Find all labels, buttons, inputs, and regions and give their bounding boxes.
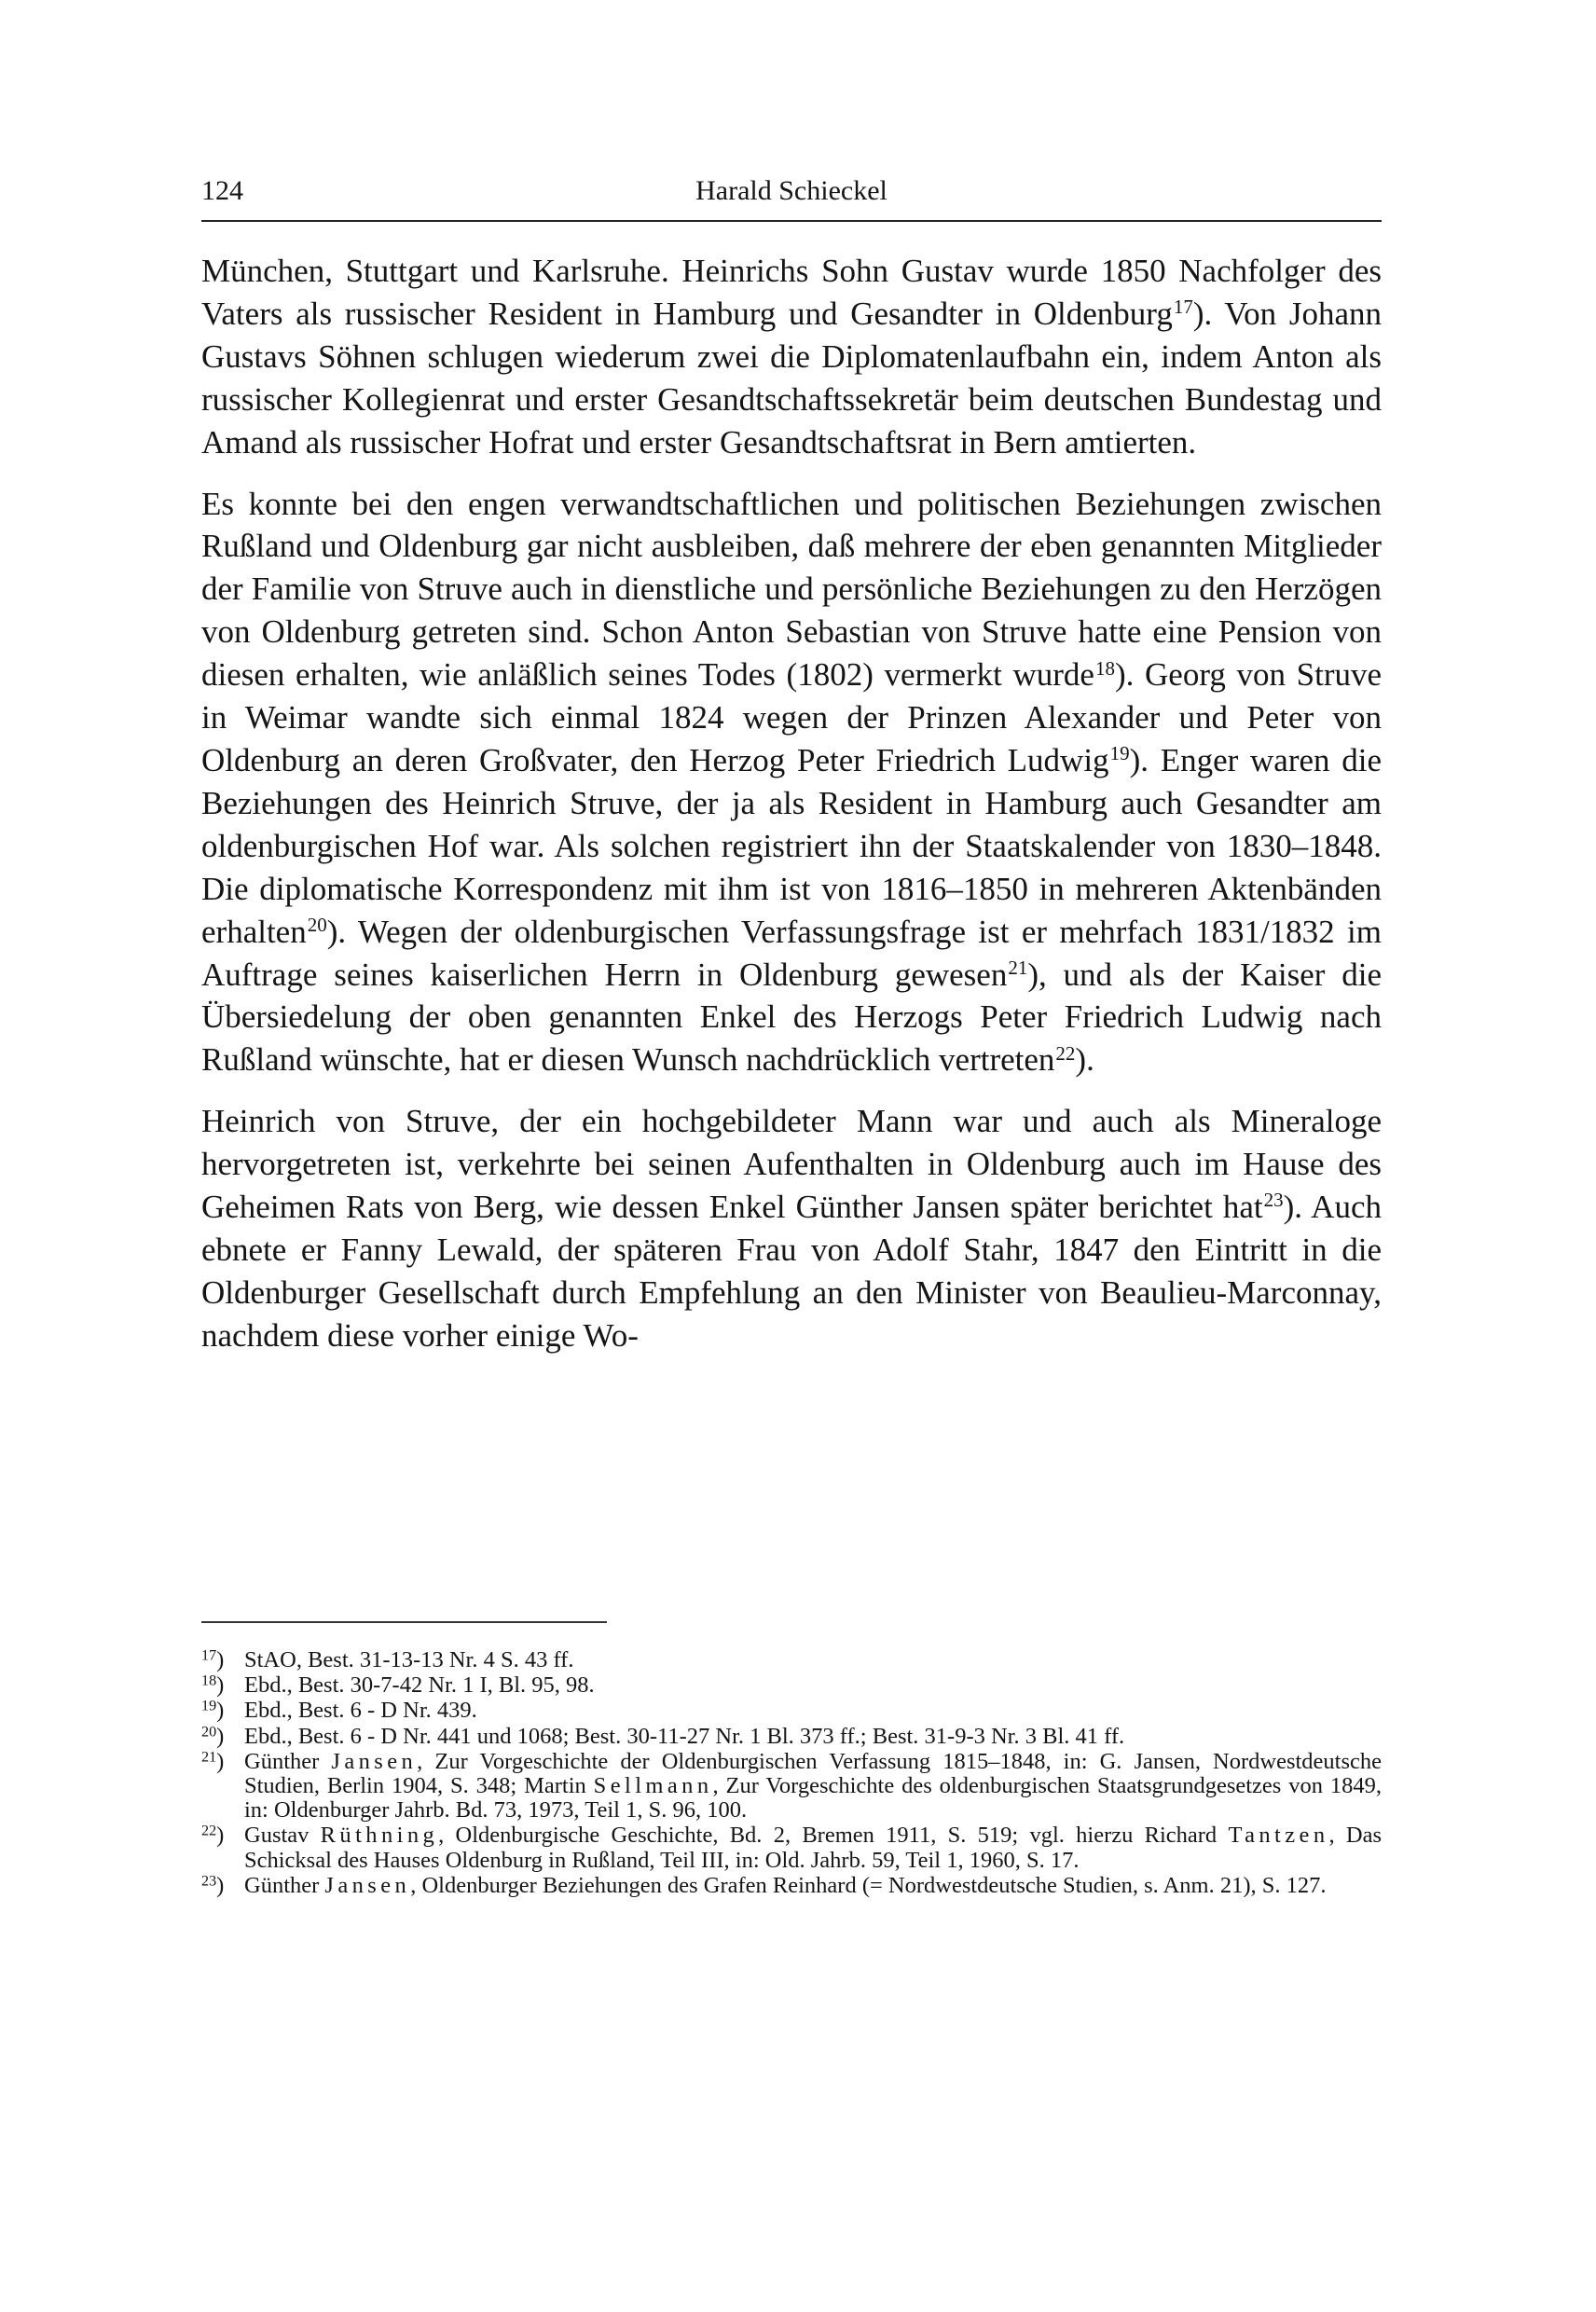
footnote-text: [244, 1749, 1382, 1823]
footnote-mark: $^{22}$): [201, 1823, 225, 1849]
footnote: [201, 1750, 1382, 1823]
paragraph-text: ).: [1075, 1041, 1094, 1079]
footnote-text: [244, 1724, 1124, 1749]
footnote: [201, 1673, 1382, 1698]
paragraph-text: ), und als der Kaiser die Übersiedelung der oben genannten Enkel des Herzogs Peter Friedrich Ludwig nach Rußland wünschte, hat er diesen Wunsch nachdrücklich vertreten: [201, 956, 1382, 1079]
footnote-mark: $^{23}$): [201, 1872, 225, 1898]
footnote-text: [244, 1647, 573, 1672]
footnote-reference: 17: [1173, 296, 1193, 319]
footnote-text-run: , Oldenburger Beziehungen des Grafen Reinhard (= Nordwestdeutsche Studien, s. Anm. 21), S. 127.: [410, 1872, 1327, 1898]
body-text: [201, 250, 1382, 1357]
footnote-text-run: , Das Schicksal des Hauses Oldenburg in Rußland, Teil III, in: Old. Jahrb. 59, Teil 1, 1960, S. 17.: [244, 1823, 1382, 1873]
footnote-reference: 18: [1094, 656, 1115, 680]
paragraph-text: Es konnte bei den engen verwandtschaftlichen und politischen Beziehungen zwischen Rußland und Oldenburg gar nicht ausbleiben, daß mehrere der eben genannten Mitglieder der Familie von Struve auch in dienstliche und persönliche Beziehungen zu den Herzögen von Oldenburg getreten sind. Schon Anton Sebastian von Struve hatte eine Pension von diesen erhalten, wie anläßlich seines Todes (1802) vermerkt wurde: [201, 485, 1382, 694]
paragraph: [201, 250, 1382, 464]
paragraph: [201, 1100, 1382, 1356]
footnote-reference: 21: [1008, 956, 1028, 979]
paragraph-text: Heinrich von Struve, der ein hochgebildeter Mann war und auch als Mineraloge hervorgetreten ist, verkehrte bei seinen Aufenthalten in Oldenburg auch im Hause des Geheimen Rats von Berg, wie dessen Enkel Günther Jansen später berichtet hat: [201, 1103, 1382, 1226]
footnotes: [201, 1648, 1382, 1898]
paragraph-text: ). Von Johann Gustavs Söhnen schlugen wiederum zwei die Diplomatenlaufbahn ein, indem Anton als russischer Kollegienrat und erster Gesandtschaftssekretär beim deutschen Bundestag und Amand als russischer Hofrat und erster Gesandtschaftsrat in Bern amtierten.: [201, 295, 1382, 461]
footnote-text-run: StAO, Best. 31-13-13 Nr. 4 S. 43 ff.: [244, 1647, 574, 1672]
paragraph: [201, 483, 1382, 1082]
footnote-text-run: Gustav: [244, 1823, 321, 1849]
footnote: [201, 1823, 1382, 1872]
footnote-mark: $^{20}$): [201, 1723, 225, 1749]
footnote-text-run: Günther: [244, 1748, 332, 1774]
footnote-text: [244, 1698, 477, 1723]
footnote: [201, 1725, 1382, 1749]
footnote-text-run: , Zur Vorgeschichte des oldenburgischen Staatsgrundgesetzes von 1849, in: Oldenburger Jahrb. Bd. 73, 1973, Teil 1, S. 96, 100.: [244, 1773, 1382, 1823]
footnote: [201, 1699, 1382, 1723]
author-name: Rüthning: [320, 1823, 439, 1849]
footnote-mark: $^{21}$): [201, 1748, 225, 1774]
paragraph-text: München, Stuttgart und Karlsruhe. Heinrichs Sohn Gustav wurde 1850 Nachfolger des Vaters als russischer Resident in Hamburg und Gesandter in Oldenburg: [201, 253, 1382, 332]
paragraph-text: ). Auch ebnete er Fanny Lewald, der späteren Frau von Adolf Stahr, 1847 den Eintritt in die Oldenburger Gesellschaft durch Empfehlung an den Minister von Beaulieu-Marconnay, nachdem diese vorher einige Wo-: [201, 1189, 1382, 1354]
footnote-text-run: Ebd., Best. 30-7-42 Nr. 1 I, Bl. 95, 98.: [244, 1672, 595, 1699]
author-name: Tantzen: [1228, 1823, 1329, 1849]
footnote-reference: 22: [1055, 1041, 1076, 1065]
footnote-mark: $^{18}$): [201, 1672, 225, 1699]
footnote: [201, 1648, 1382, 1672]
author-name: Jansen: [331, 1748, 418, 1774]
paragraph-text: ). Enger waren die Beziehungen des Heinrich Struve, der ja als Resident in Hamburg auch Gesandter am oldenburgischen Hof war. Als solchen registriert ihn der Staatskalender von 1830–1848. Die diplomatische Korrespondenz mit ihm ist von 1816–1850 in mehreren Aktenbänden erhalten: [201, 741, 1383, 950]
footnote-reference: 20: [307, 914, 327, 937]
footnote-rule: [201, 1621, 607, 1623]
footnote-text-run: Günther: [244, 1872, 325, 1898]
footnote-text: [244, 1672, 595, 1698]
author-name: Sellmann: [593, 1773, 713, 1799]
footnote-text: [244, 1873, 1326, 1898]
running-head-author: Harald Schieckel: [695, 175, 887, 206]
footnote-reference: 23: [1263, 1189, 1284, 1212]
paragraph-text: ). Wegen der oldenburgischen Verfassungsfrage ist er mehrfach 1831/1832 im Auftrage seines kaiserlichen Herrn in Oldenburg gewesen: [201, 913, 1382, 993]
footnote-text-run: Ebd., Best. 6 - D Nr. 439.: [244, 1698, 477, 1724]
footnote-reference: 19: [1109, 742, 1130, 765]
footnote-text: [244, 1823, 1382, 1872]
paragraph-text: ). Georg von Struve in Weimar wandte sich einmal 1824 wegen der Prinzen Alexander und Peter von Oldenburg an deren Großvater, den Herzog Peter Friedrich Ludwig: [201, 656, 1383, 778]
footnote: [201, 1874, 1382, 1898]
footnote-text-run: , Zur Vorgeschichte der Oldenburgischen Verfassung 1815–1848, in: G. Jansen, Nordwestdeutsche Studien, Berlin 1904, S. 348; Martin: [244, 1748, 1382, 1799]
footnote-mark: $^{17}$): [201, 1647, 225, 1672]
header-rule: [201, 220, 1382, 222]
footnote-text-run: Ebd., Best. 6 - D Nr. 441 und 1068; Best. 30-11-27 Nr. 1 Bl. 373 ff.; Best. 31-9-3 Nr. 3 Bl. 41 ff.: [244, 1723, 1125, 1749]
page-number: 124: [201, 175, 243, 206]
footnote-text-run: , Oldenburgische Geschichte, Bd. 2, Bremen 1911, S. 519; vgl. hierzu Richard: [438, 1823, 1229, 1849]
footnote-mark: $^{19}$): [201, 1698, 225, 1724]
author-name: Jansen: [324, 1872, 411, 1898]
